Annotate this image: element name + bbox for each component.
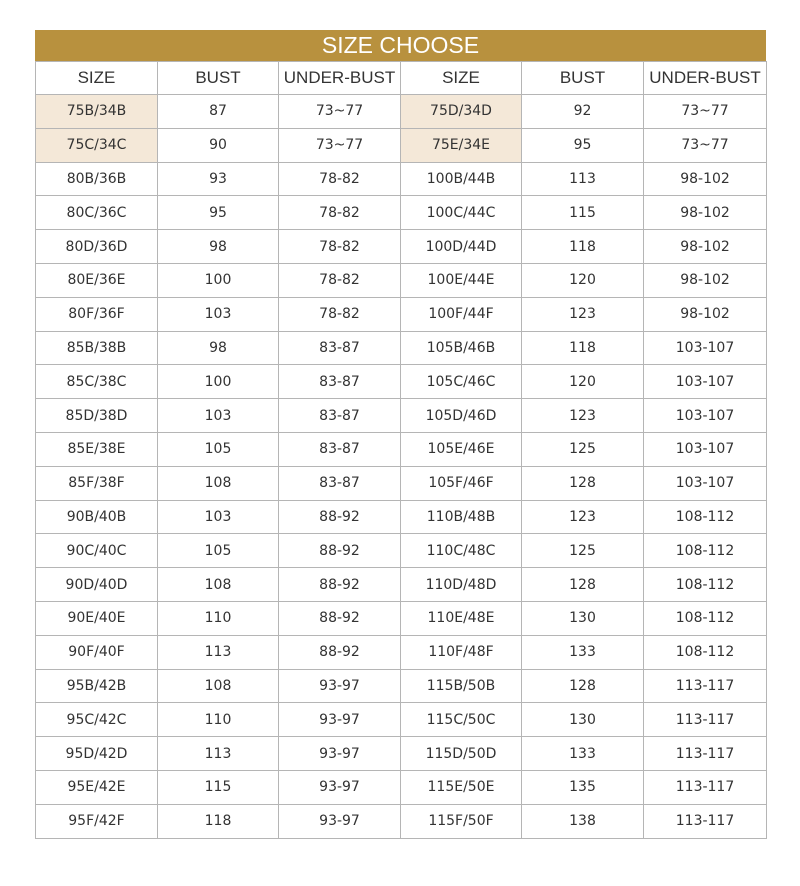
header-size-left: SIZE — [36, 62, 158, 95]
table-row — [36, 331, 767, 365]
table-row — [36, 365, 767, 399]
cell-bust-right: 118 — [522, 331, 644, 365]
cell-bust-right: 133 — [522, 737, 644, 771]
cell-size-right: 105C/46C — [401, 365, 522, 399]
cell-under-bust-left: 88-92 — [279, 568, 401, 602]
cell-under-bust-right: 98-102 — [644, 263, 767, 297]
table-row — [36, 601, 767, 635]
cell-under-bust-left: 73~77 — [279, 128, 401, 162]
cell-size-right: 115C/50C — [401, 703, 522, 737]
header-under-bust-left: UNDER-BUST — [279, 62, 401, 95]
cell-size-right: 105D/46D — [401, 399, 522, 433]
cell-bust-left: 108 — [158, 568, 279, 602]
cell-size-left: 95C/42C — [36, 703, 158, 737]
table-row — [36, 737, 767, 771]
cell-size-left: 90F/40F — [36, 635, 158, 669]
cell-size-left: 80D/36D — [36, 230, 158, 264]
cell-under-bust-left: 78-82 — [279, 263, 401, 297]
cell-size-right: 100F/44F — [401, 297, 522, 331]
cell-under-bust-right: 108-112 — [644, 635, 767, 669]
cell-size-left: 90E/40E — [36, 601, 158, 635]
table-row — [36, 95, 767, 129]
cell-under-bust-right: 108-112 — [644, 500, 767, 534]
cell-size-right: 110E/48E — [401, 601, 522, 635]
cell-under-bust-left: 78-82 — [279, 297, 401, 331]
cell-under-bust-left: 83-87 — [279, 432, 401, 466]
cell-under-bust-left: 93-97 — [279, 669, 401, 703]
cell-bust-right: 123 — [522, 500, 644, 534]
table-row — [36, 703, 767, 737]
cell-under-bust-left: 83-87 — [279, 331, 401, 365]
cell-size-right: 115B/50B — [401, 669, 522, 703]
cell-size-right: 100C/44C — [401, 196, 522, 230]
cell-bust-right: 128 — [522, 568, 644, 602]
cell-under-bust-right: 103-107 — [644, 432, 767, 466]
cell-under-bust-left: 88-92 — [279, 500, 401, 534]
cell-under-bust-left: 83-87 — [279, 466, 401, 500]
cell-under-bust-right: 73~77 — [644, 128, 767, 162]
table-row — [36, 534, 767, 568]
cell-under-bust-left: 78-82 — [279, 230, 401, 264]
cell-under-bust-right: 103-107 — [644, 365, 767, 399]
cell-under-bust-right: 73~77 — [644, 95, 767, 129]
header-bust-right: BUST — [522, 62, 644, 95]
cell-bust-right: 125 — [522, 534, 644, 568]
cell-bust-right: 120 — [522, 365, 644, 399]
cell-size-left: 95F/42F — [36, 804, 158, 838]
cell-bust-right: 128 — [522, 669, 644, 703]
table-row — [36, 196, 767, 230]
header-under-bust-right: UNDER-BUST — [644, 62, 767, 95]
cell-size-left: 85E/38E — [36, 432, 158, 466]
cell-under-bust-left: 88-92 — [279, 601, 401, 635]
cell-size-left: 85F/38F — [36, 466, 158, 500]
table-row — [36, 432, 767, 466]
cell-bust-right: 125 — [522, 432, 644, 466]
cell-bust-right: 133 — [522, 635, 644, 669]
cell-size-left: 90D/40D — [36, 568, 158, 602]
table-header-row — [36, 62, 767, 95]
cell-bust-right: 130 — [522, 601, 644, 635]
cell-bust-left: 105 — [158, 432, 279, 466]
cell-under-bust-right: 113-117 — [644, 804, 767, 838]
cell-bust-left: 95 — [158, 196, 279, 230]
table-row — [36, 466, 767, 500]
cell-size-right: 100B/44B — [401, 162, 522, 196]
cell-under-bust-right: 113-117 — [644, 737, 767, 771]
cell-bust-left: 118 — [158, 804, 279, 838]
cell-size-right: 100E/44E — [401, 263, 522, 297]
cell-bust-left: 110 — [158, 703, 279, 737]
cell-bust-right: 123 — [522, 399, 644, 433]
cell-size-left: 85C/38C — [36, 365, 158, 399]
cell-bust-right: 123 — [522, 297, 644, 331]
cell-under-bust-right: 113-117 — [644, 770, 767, 804]
cell-size-left: 95B/42B — [36, 669, 158, 703]
cell-size-right: 100D/44D — [401, 230, 522, 264]
header-bust-left: BUST — [158, 62, 279, 95]
cell-size-right: 105B/46B — [401, 331, 522, 365]
cell-size-left: 90B/40B — [36, 500, 158, 534]
cell-bust-right: 118 — [522, 230, 644, 264]
cell-size-right: 110F/48F — [401, 635, 522, 669]
cell-size-right: 105F/46F — [401, 466, 522, 500]
table-row — [36, 297, 767, 331]
cell-bust-left: 103 — [158, 297, 279, 331]
cell-bust-left: 98 — [158, 230, 279, 264]
size-chart — [35, 30, 766, 839]
cell-bust-right: 115 — [522, 196, 644, 230]
table-row — [36, 568, 767, 602]
cell-size-left: 85B/38B — [36, 331, 158, 365]
cell-bust-left: 113 — [158, 635, 279, 669]
cell-under-bust-right: 103-107 — [644, 466, 767, 500]
cell-bust-left: 108 — [158, 669, 279, 703]
cell-under-bust-right: 113-117 — [644, 669, 767, 703]
size-table — [35, 61, 767, 839]
cell-size-left: 80F/36F — [36, 297, 158, 331]
cell-under-bust-right: 98-102 — [644, 230, 767, 264]
cell-under-bust-left: 88-92 — [279, 534, 401, 568]
cell-size-left: 75B/34B — [36, 95, 158, 129]
cell-bust-right: 138 — [522, 804, 644, 838]
cell-under-bust-left: 83-87 — [279, 399, 401, 433]
cell-under-bust-left: 78-82 — [279, 162, 401, 196]
cell-bust-right: 95 — [522, 128, 644, 162]
cell-bust-right: 130 — [522, 703, 644, 737]
table-row — [36, 500, 767, 534]
table-row — [36, 263, 767, 297]
cell-size-right: 115D/50D — [401, 737, 522, 771]
cell-size-right: 110C/48C — [401, 534, 522, 568]
cell-size-left: 80B/36B — [36, 162, 158, 196]
cell-under-bust-right: 108-112 — [644, 534, 767, 568]
cell-bust-left: 93 — [158, 162, 279, 196]
cell-bust-left: 115 — [158, 770, 279, 804]
cell-bust-right: 128 — [522, 466, 644, 500]
cell-bust-right: 135 — [522, 770, 644, 804]
table-row — [36, 635, 767, 669]
cell-bust-left: 100 — [158, 365, 279, 399]
cell-under-bust-left: 93-97 — [279, 703, 401, 737]
cell-size-left: 80E/36E — [36, 263, 158, 297]
cell-bust-right: 92 — [522, 95, 644, 129]
cell-bust-left: 103 — [158, 399, 279, 433]
cell-size-left: 95D/42D — [36, 737, 158, 771]
cell-under-bust-left: 93-97 — [279, 804, 401, 838]
cell-size-right: 110D/48D — [401, 568, 522, 602]
table-body — [36, 95, 767, 839]
cell-size-right: 115F/50F — [401, 804, 522, 838]
cell-size-left: 80C/36C — [36, 196, 158, 230]
cell-size-left: 85D/38D — [36, 399, 158, 433]
cell-under-bust-right: 113-117 — [644, 703, 767, 737]
cell-bust-left: 100 — [158, 263, 279, 297]
cell-size-left: 95E/42E — [36, 770, 158, 804]
cell-bust-left: 87 — [158, 95, 279, 129]
cell-bust-right: 113 — [522, 162, 644, 196]
cell-under-bust-right: 103-107 — [644, 331, 767, 365]
table-row — [36, 770, 767, 804]
cell-under-bust-left: 78-82 — [279, 196, 401, 230]
cell-size-right: 105E/46E — [401, 432, 522, 466]
cell-under-bust-left: 93-97 — [279, 737, 401, 771]
table-row — [36, 230, 767, 264]
cell-under-bust-right: 108-112 — [644, 601, 767, 635]
size-chart-title: SIZE CHOOSE — [35, 30, 766, 61]
cell-size-left: 75C/34C — [36, 128, 158, 162]
cell-bust-left: 103 — [158, 500, 279, 534]
cell-bust-left: 110 — [158, 601, 279, 635]
cell-under-bust-left: 88-92 — [279, 635, 401, 669]
cell-size-right: 75E/34E — [401, 128, 522, 162]
table-row — [36, 669, 767, 703]
cell-bust-left: 98 — [158, 331, 279, 365]
cell-under-bust-right: 103-107 — [644, 399, 767, 433]
table-row — [36, 399, 767, 433]
cell-under-bust-left: 93-97 — [279, 770, 401, 804]
cell-bust-left: 90 — [158, 128, 279, 162]
cell-bust-left: 113 — [158, 737, 279, 771]
cell-under-bust-left: 73~77 — [279, 95, 401, 129]
cell-size-right: 75D/34D — [401, 95, 522, 129]
cell-under-bust-left: 83-87 — [279, 365, 401, 399]
table-row — [36, 128, 767, 162]
table-row — [36, 162, 767, 196]
table-row — [36, 804, 767, 838]
cell-under-bust-right: 98-102 — [644, 162, 767, 196]
cell-under-bust-right: 98-102 — [644, 196, 767, 230]
cell-under-bust-right: 98-102 — [644, 297, 767, 331]
header-size-right: SIZE — [401, 62, 522, 95]
cell-size-right: 115E/50E — [401, 770, 522, 804]
cell-bust-left: 105 — [158, 534, 279, 568]
cell-size-right: 110B/48B — [401, 500, 522, 534]
cell-bust-left: 108 — [158, 466, 279, 500]
cell-under-bust-right: 108-112 — [644, 568, 767, 602]
cell-size-left: 90C/40C — [36, 534, 158, 568]
cell-bust-right: 120 — [522, 263, 644, 297]
